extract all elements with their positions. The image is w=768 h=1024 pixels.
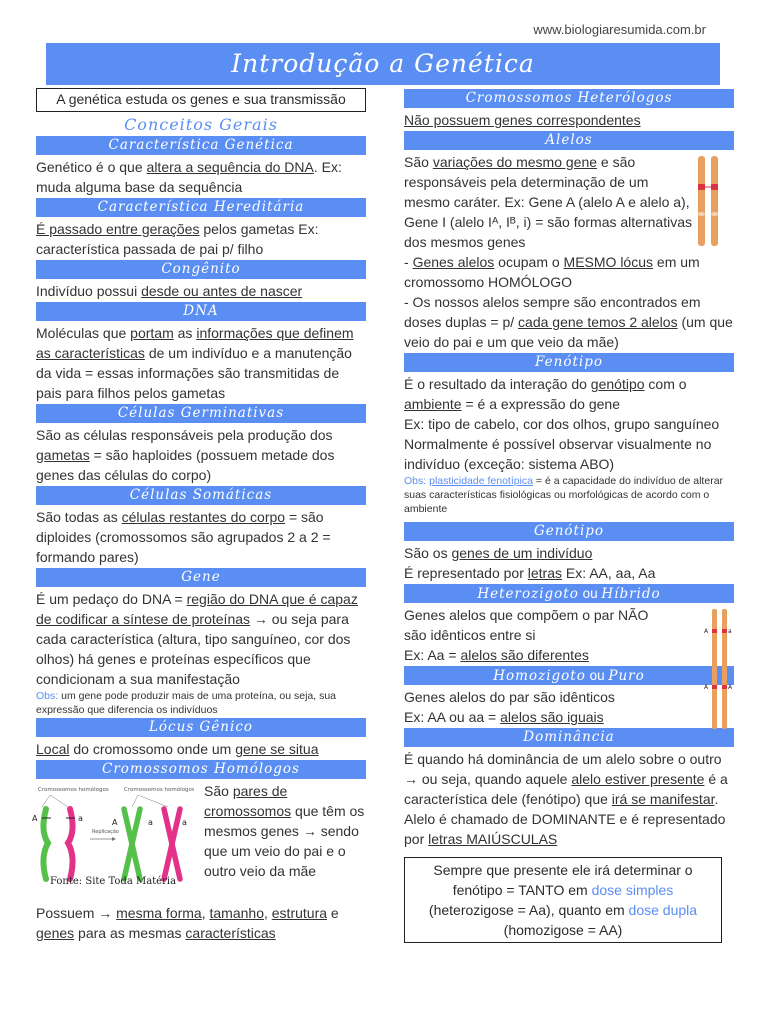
fig-label-3: Replicação	[92, 829, 119, 835]
allele-chromosome-figure	[694, 156, 724, 246]
text-celulas-somaticas: São todas as células restantes do corpo = são diploides (cromossomos são agrupados 2 a 2 = formando pares)	[36, 509, 331, 565]
heading-celulas-somaticas: Células Somáticas	[36, 486, 366, 505]
text-heterozigoto-1: Genes alelos que compõem o par NÃO são idênticos entre si	[404, 607, 649, 643]
het-allele-a: a	[728, 628, 732, 635]
alelos-block	[404, 152, 734, 252]
text-dna: Moléculas que portam as informações que definem as características de um indivíduo e a manutenção da vida = essas informações são transmitidas de pais para filhos pelos gametas	[36, 325, 354, 401]
text-heterologos: Não possuem genes correspondentes	[404, 112, 641, 128]
allele-label-a: a	[78, 814, 83, 823]
heading-dominancia: Dominância	[404, 728, 734, 747]
text-caracteristica-hereditaria: É passado entre gerações pelos gametas Ex: característica passada de pai p/ filho	[36, 221, 319, 257]
fig-label-1: Cromossomos homólogos	[38, 787, 109, 793]
heterozigoto-block	[404, 605, 734, 665]
text-alelos-2: - Genes alelos ocupam o MESMO lócus em um cromossomo HOMÓLOGO	[404, 254, 700, 290]
obs-fenotipo: Obs: plasticidade fenotípica = é a capacidade do indivíduo de alterar suas características fisiológicas ou morfológicas de acordo com o ambiente	[404, 475, 724, 515]
text-alelos-3: - Os nossos alelos sempre são encontrados em doses duplas = p/ cada gene temos 2 alelos (um que veio do pai e um que veio da mãe)	[404, 294, 733, 350]
heading-locus-genico: Lócus Gênico	[36, 718, 366, 737]
allele-label-A-2: A	[112, 818, 118, 827]
left-column	[32, 88, 366, 943]
right-column	[404, 88, 734, 943]
text-homozigoto-1: Genes alelos do par são idênticos	[404, 689, 615, 705]
text-celulas-germinativas: São as células responsáveis pela produção dos gametas = são haploides (possuem metade dos genes das células do corpo)	[36, 427, 335, 483]
dominance-note-box: Sempre que presente ele irá determinar o fenótipo = TANTO em dose simples (heterozigose = Aa), quanto em dose dupla (homozigose = AA)	[404, 857, 722, 943]
text-fenotipo-1: É o resultado da interação do genótipo com o ambiente = é a expressão do gene	[404, 376, 687, 412]
text-genotipo-2: É representado por letras Ex: AA, aa, Aa	[404, 565, 656, 581]
hom-allele-A: A	[704, 684, 709, 691]
heading-homozigoto: Homozigoto ou Puro	[404, 666, 734, 685]
homozygous-chromosome-figure	[700, 665, 734, 729]
obs-gene: Obs: um gene pode produzir mais de uma proteína, ou seja, sua expressão que diferencia os indivíduos	[36, 690, 337, 716]
text-genotipo-1: São os genes de um indivíduo	[404, 545, 593, 561]
heading-congenito: Congênito	[36, 260, 366, 279]
heading-alelos: Alelos	[404, 131, 734, 150]
text-heterozigoto-2: Ex: Aa = alelos são diferentes	[404, 647, 589, 663]
heading-cromossomos-heterologos: Cromossomos Heterólogos	[404, 89, 734, 108]
allele-label-a-2: a	[148, 818, 153, 827]
heading-gene: Gene	[36, 568, 366, 587]
hom-allele-A-2: A	[728, 684, 733, 691]
figure-caption: Fonte: Site Toda Matéria	[50, 876, 177, 887]
allele-label-A: A	[32, 814, 38, 823]
text-homozigoto-2: Ex: AA ou aa = alelos são iguais	[404, 709, 604, 725]
fig-label-2: Cromossomos homólogos	[124, 787, 194, 793]
text-homologos-possuem: Possuem → mesma forma, tamanho, estrutura e genes para as mesmas características	[36, 905, 339, 941]
heading-dna: DNA	[36, 302, 366, 321]
text-caracteristica-genetica: Genético é o que altera a sequência do DNA. Ex: muda alguma base da sequência	[36, 159, 342, 195]
section-conceitos-gerais: Conceitos Gerais	[124, 115, 278, 134]
heading-cromossomos-homologos: Cromossomos Homólogos	[36, 760, 366, 779]
homozigoto-block	[404, 684, 734, 727]
heading-heterozigoto: Heterozigoto ou Híbrido	[404, 584, 734, 603]
text-alelos-1: São variações do mesmo gene e são responsáveis pela determinação de um mesmo caráter. Ex: Gene A (alelo A e alelo a), Gene I (alelo Iᴬ, Iᴮ, i) = são formas alternativas dos mesmos genes	[404, 154, 692, 250]
site-url[interactable]: www.biologiaresumida.com.br	[533, 22, 706, 37]
heading-celulas-germinativas: Células Germinativas	[36, 404, 366, 423]
text-homologos: São pares de cromossomos que têm os mesmos genes → sendo que um veio do pai e o outro veio da mãe	[204, 783, 365, 879]
text-locus-genico: Local do cromossomo onde um gene se situa	[36, 741, 319, 757]
homologos-block	[32, 781, 366, 903]
page-title: Introdução a Genética	[46, 43, 720, 85]
text-congenito: Indivíduo possui desde ou antes de nascer	[36, 283, 303, 299]
heading-caracteristica-hereditaria: Característica Hereditária	[36, 198, 366, 217]
text-fenotipo-2: Ex: tipo de cabelo, cor dos olhos, grupo sanguíneo Normalmente é possível observar visualmente no indivíduo (exceção: sistema ABO)	[404, 416, 720, 472]
intro-box: A genética estuda os genes e sua transmissão	[36, 88, 366, 112]
heterozygous-chromosome-figure	[700, 609, 734, 673]
heading-fenotipo: Fenótipo	[404, 353, 734, 372]
allele-label-a-3: a	[182, 818, 187, 827]
text-gene: É um pedaço do DNA = região do DNA que é capaz de codificar a síntese de proteínas → ou seja para cada característica (altura, tipo sanguíneo, cor dos olhos) há genes e proteínas específicos que condicionam a sua manifestação	[36, 591, 358, 687]
homologous-chromosomes-figure	[28, 781, 194, 891]
heading-caracteristica-genetica: Característica Genética	[36, 136, 366, 155]
het-allele-A: A	[704, 628, 709, 635]
heading-genotipo: Genótipo	[404, 522, 734, 541]
text-dominancia: É quando há dominância de um alelo sobre o outro → ou seja, quando aquele alelo estiver presente é a característica dele (fenótipo) que irá se manifestar. Alelo é chamado de DOMINANTE e é representado por letras MAIÚSCULAS	[404, 751, 728, 847]
